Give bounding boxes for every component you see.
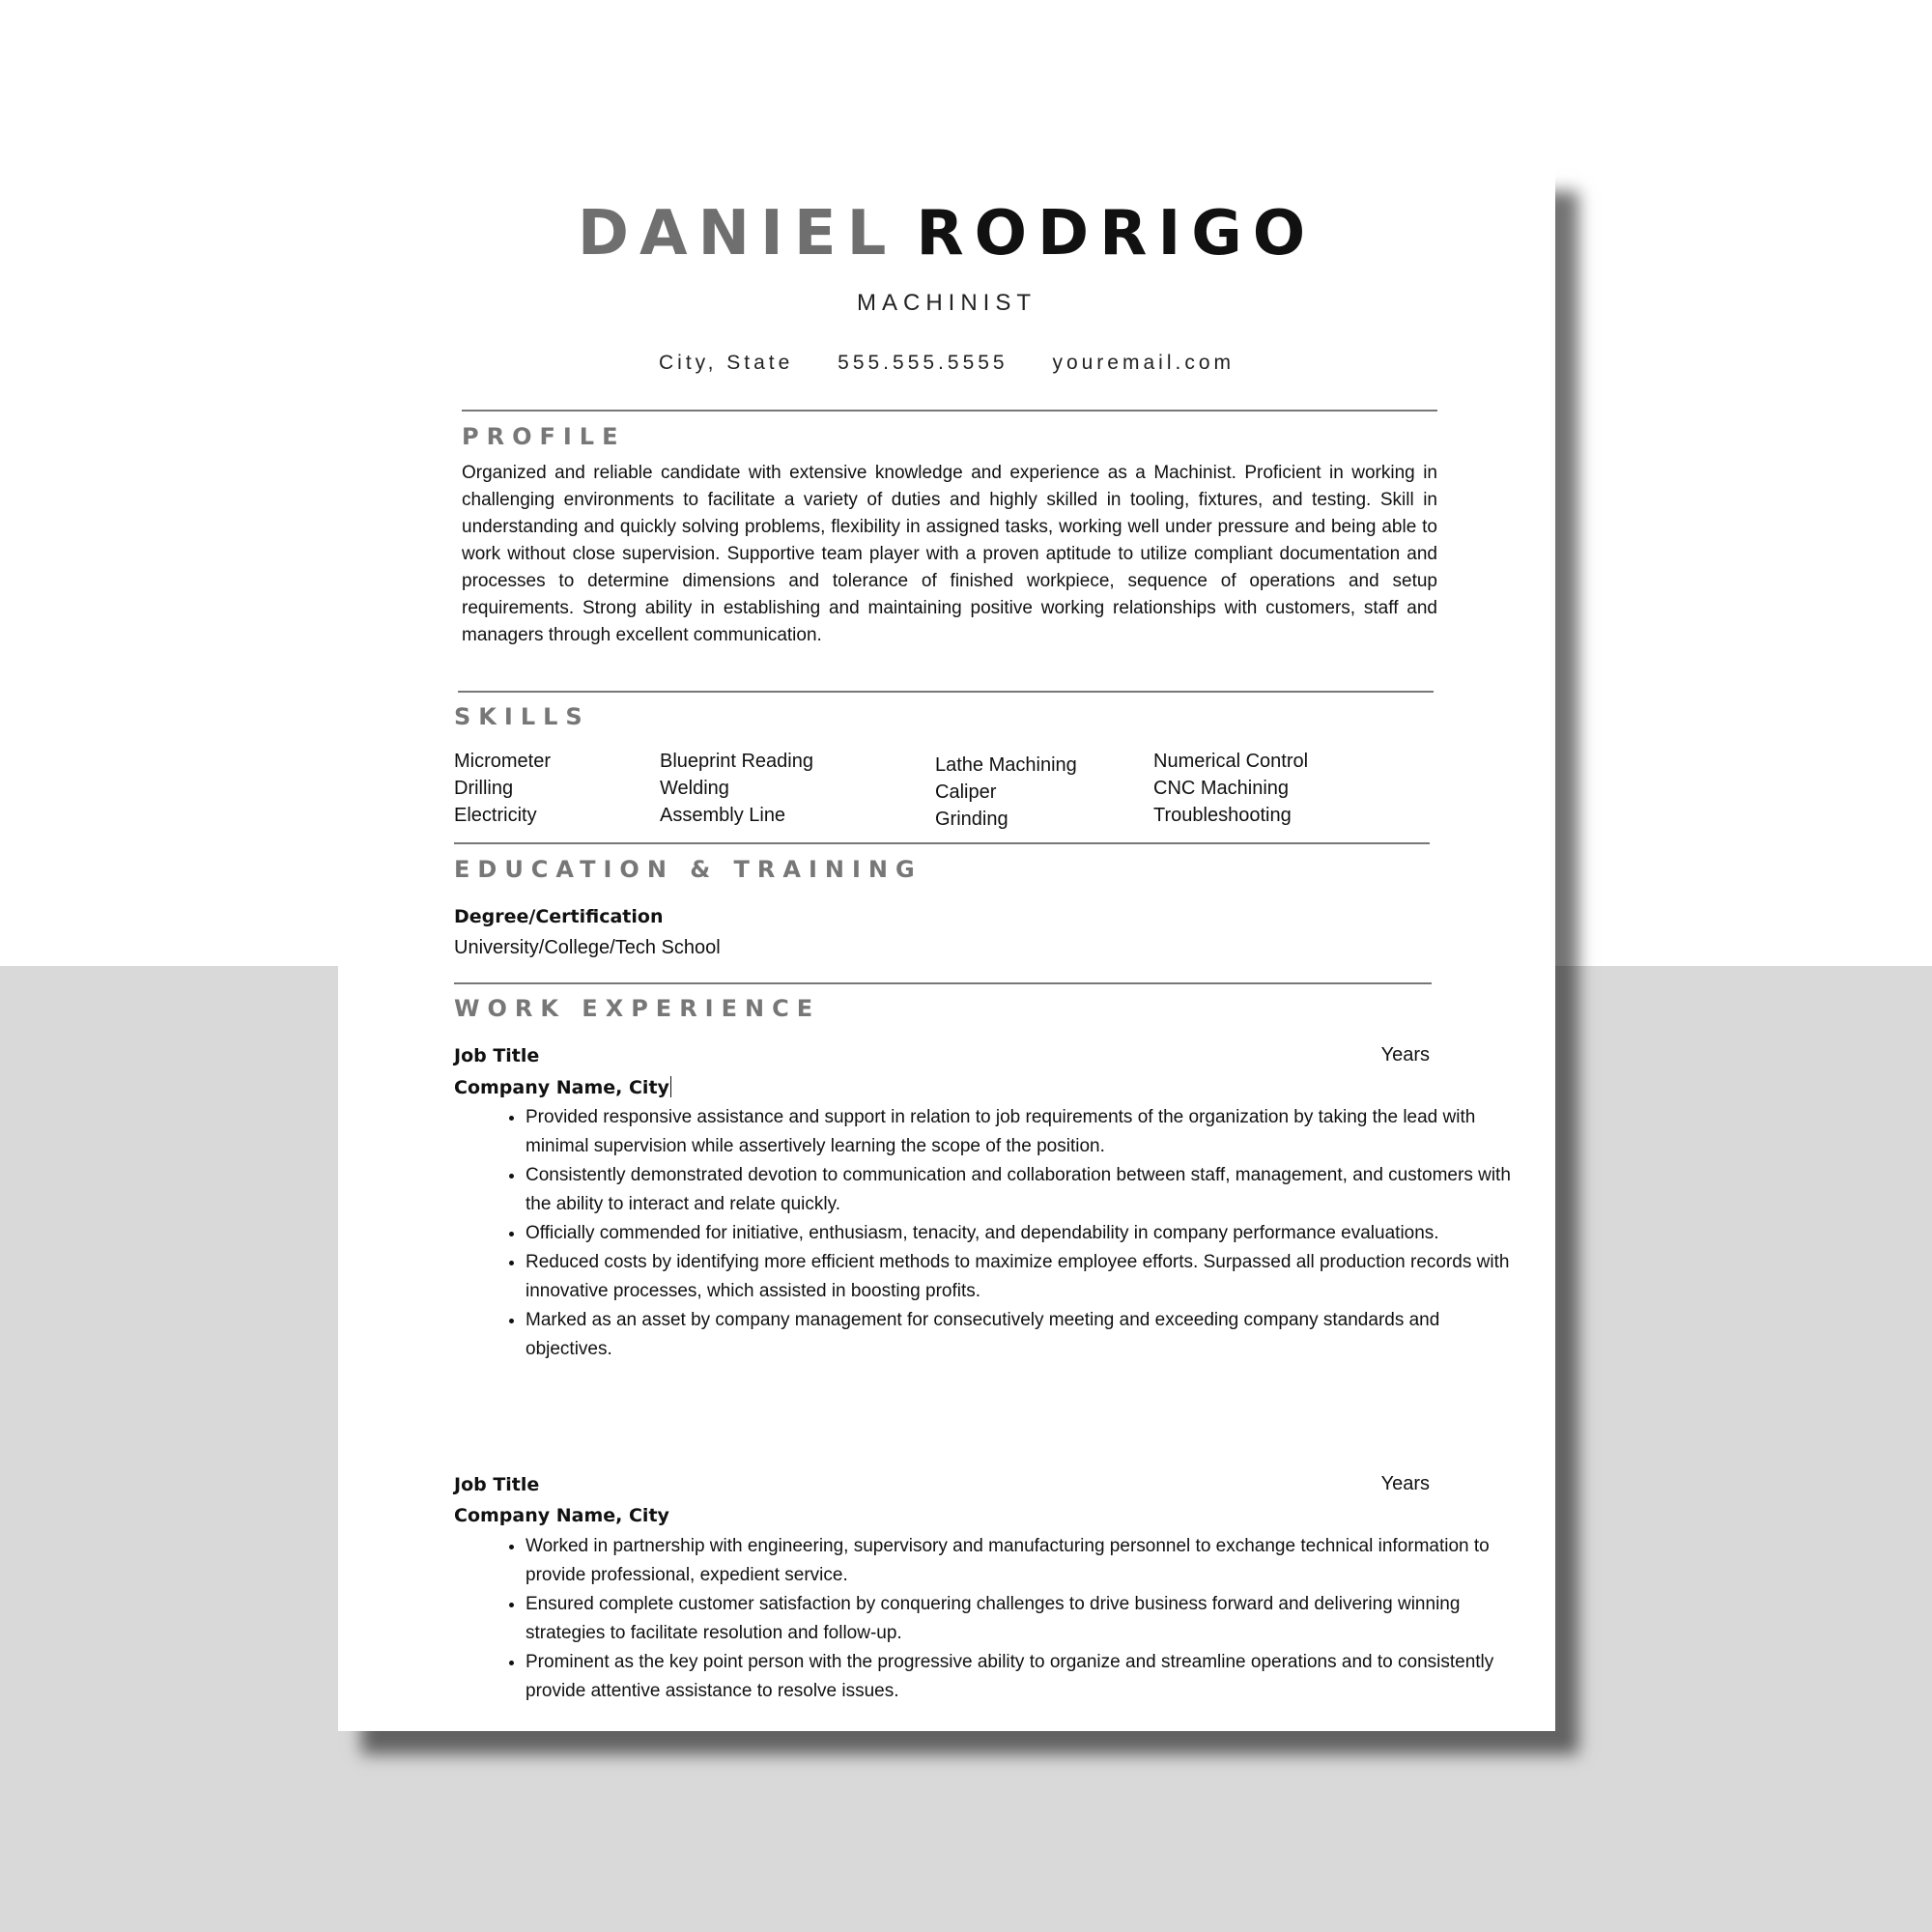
job-years: Years <box>1380 1473 1430 1494</box>
candidate-name <box>338 197 1555 271</box>
skill-item: Micrometer <box>454 751 552 772</box>
education-degree: Degree/Certification <box>454 906 664 927</box>
divider <box>454 842 1430 844</box>
skills-column <box>1153 748 1308 829</box>
skill-item: Grinding <box>935 809 1009 830</box>
bullet-item: • Officially commended for initiative, enthusiasm, tenacity, and dependability in company performance evaluations. <box>526 1219 1511 1248</box>
profile-heading: PROFILE <box>462 423 626 450</box>
divider <box>454 982 1432 984</box>
bullet-item: • Provided responsive assistance and support in relation to job requirements of the organization by taking the lead with minimal supervision while assertively learning the scope of the position. <box>526 1103 1511 1161</box>
education-heading: EDUCATION & TRAINING <box>454 856 923 883</box>
bullet-item: • Reduced costs by identifying more efficient methods to maximize employee efforts. Surpassed all production records with innovative processes, which assisted in boosting profits. <box>526 1248 1511 1306</box>
skill-item: Lathe Machining <box>935 754 1077 776</box>
skill-item: Electricity <box>454 805 537 826</box>
skill-item: Caliper <box>935 781 997 803</box>
job-title: Job Title <box>454 1045 540 1066</box>
job-title: Job Title <box>454 1474 540 1495</box>
skills-column <box>935 752 1077 833</box>
bullet-item: • Marked as an asset by company management for consecutively meeting and exceeding company standards and objectives. <box>526 1306 1511 1364</box>
job-role: MACHINIST <box>857 290 1037 316</box>
divider <box>462 410 1437 412</box>
skills-heading: SKILLS <box>454 703 590 730</box>
skill-item: Troubleshooting <box>1153 805 1292 826</box>
bullet-item: • Prominent as the key point person with the progressive ability to organize and streamline operations and to consistently provide attentive assistance to resolve issues. <box>526 1648 1511 1706</box>
job-bullets <box>454 1103 1511 1364</box>
skill-item: Assembly Line <box>660 805 786 826</box>
last-name: RODRIGO <box>916 198 1317 270</box>
job-company: Company Name, City <box>454 1505 669 1526</box>
resume-page <box>338 168 1555 1731</box>
bullet-item: • Worked in partnership with engineering, supervisory and manufacturing personnel to exchange technical information to provide professional, expedient service. <box>526 1532 1511 1590</box>
contact-phone: 555.555.5555 <box>838 352 1009 374</box>
contact-email: youremail.com <box>1052 352 1235 374</box>
contact-location: City, State <box>658 352 794 374</box>
bullet-item: • Ensured complete customer satisfaction by conquering challenges to drive business forward and delivering winning strategies to facilitate resolution and follow-up. <box>526 1590 1511 1648</box>
skill-item: Welding <box>660 778 729 799</box>
job-company-text: Company Name, City <box>454 1077 669 1098</box>
experience-heading: WORK EXPERIENCE <box>454 995 821 1022</box>
job-company <box>454 1076 671 1098</box>
skill-item: Numerical Control <box>1153 751 1309 772</box>
skills-column <box>660 748 813 829</box>
profile-text: Organized and reliable candidate with extensive knowledge and experience as a Machinist. Proficient in working in challenging environments to facilitate a variety of duties and highly skilled in tooling, fixtures, and testing. Skill in understanding and quickly solving problems, flexibility in assigned tasks, working well under pressure and being able to work without close supervision. Supportive team player with a proven aptitude to utilize compliant documentation and processes to determine dimensions and tolerance of finished workpiece, sequence of operations and setup requirements. Strong ability in establishing and maintaining positive working relationships with customers, staff and managers through excellent communication. <box>462 463 1437 645</box>
skills-column <box>454 748 551 829</box>
first-name: DANIEL <box>577 198 897 270</box>
skill-item: Drilling <box>454 778 514 799</box>
contact-line <box>338 352 1555 375</box>
skill-item: Blueprint Reading <box>660 751 813 772</box>
skill-item: CNC Machining <box>1153 778 1290 799</box>
divider <box>458 691 1434 693</box>
text-cursor <box>670 1076 671 1097</box>
job-years: Years <box>1380 1044 1430 1065</box>
education-school: University/College/Tech School <box>454 937 721 958</box>
job-bullets <box>454 1532 1511 1706</box>
bullet-item: • Consistently demonstrated devotion to communication and collaboration between staff, management, and customers with the ability to interact and relate quickly. <box>526 1161 1511 1219</box>
